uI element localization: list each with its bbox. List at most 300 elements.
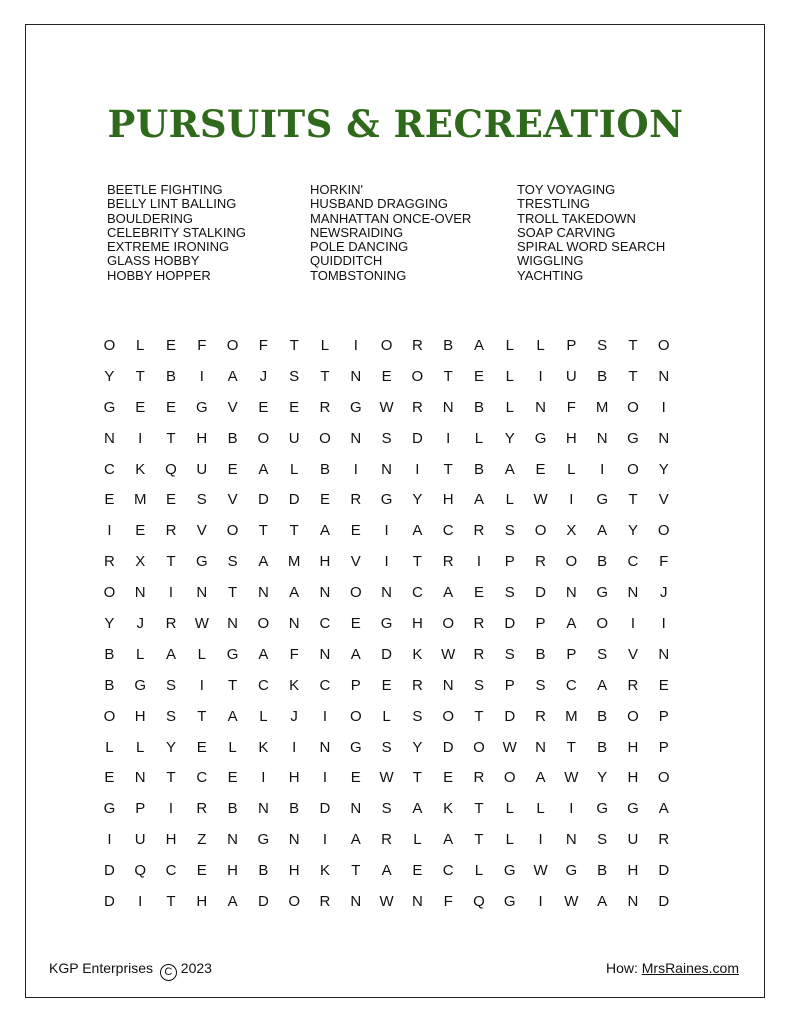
grid-letter[interactable]: C <box>442 522 454 540</box>
grid-letter[interactable]: W <box>533 862 548 880</box>
grid-letter[interactable]: I <box>600 460 605 478</box>
grid-letter[interactable]: G <box>627 429 639 447</box>
grid-letter[interactable]: T <box>289 522 299 540</box>
grid-letter[interactable]: Y <box>597 769 608 787</box>
grid-letter[interactable]: E <box>319 491 330 509</box>
grid-letter[interactable]: H <box>227 862 238 880</box>
grid-letter[interactable]: D <box>103 862 115 880</box>
grid-letter[interactable]: A <box>258 553 269 571</box>
grid-letter[interactable]: P <box>504 553 515 571</box>
grid-letter[interactable]: N <box>257 584 269 602</box>
grid-letter[interactable]: R <box>658 831 670 849</box>
grid-letter[interactable]: I <box>353 336 358 354</box>
grid-letter[interactable]: Y <box>412 738 423 756</box>
grid-letter[interactable]: L <box>136 336 145 354</box>
grid-letter[interactable]: I <box>538 892 543 910</box>
grid-letter[interactable]: L <box>536 336 545 354</box>
grid-letter[interactable]: K <box>258 738 269 756</box>
grid-letter[interactable]: I <box>661 614 666 632</box>
grid-letter[interactable]: T <box>135 367 145 385</box>
grid-letter[interactable]: G <box>380 491 393 509</box>
grid-letter[interactable]: C <box>319 614 331 632</box>
grid-letter[interactable]: A <box>473 491 484 509</box>
grid-letter[interactable]: N <box>627 584 639 602</box>
grid-letter[interactable]: D <box>288 491 300 509</box>
grid-letter[interactable]: E <box>165 491 176 509</box>
grid-letter[interactable]: I <box>322 707 328 725</box>
grid-letter[interactable]: A <box>289 584 300 602</box>
grid-letter[interactable]: N <box>535 738 546 756</box>
grid-letter[interactable]: I <box>107 831 112 849</box>
grid-letter[interactable]: A <box>566 614 577 632</box>
grid-letter[interactable]: W <box>502 738 517 756</box>
grid-letter[interactable]: S <box>196 491 207 509</box>
grid-letter[interactable]: H <box>196 429 208 447</box>
grid-letter[interactable]: S <box>473 676 484 694</box>
grid-letter[interactable]: T <box>443 460 453 478</box>
grid-letter[interactable]: I <box>353 460 358 478</box>
grid-letter[interactable]: L <box>567 460 576 478</box>
grid-letter[interactable]: D <box>257 892 269 910</box>
grid-letter[interactable]: E <box>104 769 115 787</box>
grid-letter[interactable]: E <box>227 769 238 787</box>
grid-letter[interactable]: B <box>535 645 546 663</box>
grid-letter[interactable]: X <box>135 553 146 571</box>
grid-letter[interactable]: N <box>196 584 208 602</box>
grid-letter[interactable]: A <box>227 892 238 910</box>
grid-letter[interactable]: B <box>319 460 330 478</box>
grid-letter[interactable]: T <box>228 676 238 694</box>
grid-letter[interactable]: O <box>565 553 578 571</box>
website-link[interactable]: MrsRaines.com <box>641 960 739 976</box>
grid-letter[interactable]: P <box>135 800 146 818</box>
grid-letter[interactable]: Q <box>473 892 485 910</box>
grid-letter[interactable]: B <box>597 553 608 571</box>
grid-letter[interactable]: C <box>196 769 208 787</box>
grid-letter[interactable]: C <box>627 553 639 571</box>
grid-letter[interactable]: R <box>411 676 423 694</box>
grid-letter[interactable]: W <box>379 769 394 787</box>
grid-letter[interactable]: S <box>535 676 546 694</box>
grid-letter[interactable]: T <box>566 738 576 756</box>
grid-letter[interactable]: B <box>597 367 608 385</box>
grid-letter[interactable]: N <box>319 645 331 663</box>
grid-letter[interactable]: B <box>597 738 608 756</box>
grid-letter[interactable]: K <box>135 460 146 478</box>
grid-letter[interactable]: D <box>411 429 423 447</box>
grid-letter[interactable]: A <box>504 460 515 478</box>
grid-letter[interactable]: E <box>535 460 546 478</box>
grid-letter[interactable]: R <box>319 398 331 416</box>
grid-letter[interactable]: N <box>103 429 115 447</box>
grid-letter[interactable]: I <box>168 800 174 818</box>
grid-letter[interactable]: R <box>535 553 546 571</box>
grid-letter[interactable]: J <box>659 584 668 602</box>
grid-letter[interactable]: D <box>504 707 516 725</box>
grid-letter[interactable]: T <box>166 553 176 571</box>
grid-letter[interactable]: S <box>227 553 238 571</box>
grid-letter[interactable]: O <box>380 336 393 354</box>
grid-letter[interactable]: L <box>413 831 422 849</box>
grid-letter[interactable]: E <box>412 862 423 880</box>
grid-letter[interactable]: R <box>473 522 485 540</box>
grid-letter[interactable]: S <box>165 707 176 725</box>
grid-letter[interactable]: I <box>322 769 328 787</box>
grid-letter[interactable]: R <box>535 707 546 725</box>
grid-letter[interactable]: N <box>596 429 608 447</box>
grid-letter[interactable]: R <box>103 553 115 571</box>
grid-letter[interactable]: E <box>135 398 146 416</box>
grid-letter[interactable]: B <box>473 398 484 416</box>
grid-letter[interactable]: F <box>289 645 299 663</box>
grid-letter[interactable]: M <box>133 491 147 509</box>
grid-letter[interactable]: A <box>350 831 361 849</box>
grid-letter[interactable]: G <box>226 645 239 663</box>
grid-letter[interactable]: T <box>258 522 268 540</box>
grid-letter[interactable]: N <box>288 614 300 632</box>
grid-letter[interactable]: L <box>136 645 145 663</box>
grid-letter[interactable]: T <box>197 707 207 725</box>
grid-letter[interactable]: B <box>165 367 176 385</box>
grid-letter[interactable]: N <box>565 831 577 849</box>
grid-letter[interactable]: S <box>165 676 176 694</box>
grid-letter[interactable]: S <box>381 800 392 818</box>
grid-letter[interactable]: H <box>196 892 208 910</box>
grid-letter[interactable]: P <box>535 614 546 632</box>
grid-letter[interactable]: B <box>104 645 115 663</box>
grid-letter[interactable]: C <box>565 676 577 694</box>
grid-letter[interactable]: D <box>319 800 331 818</box>
grid-letter[interactable]: W <box>564 769 579 787</box>
grid-letter[interactable]: O <box>657 769 670 787</box>
grid-letter[interactable]: B <box>227 429 238 447</box>
grid-letter[interactable]: A <box>227 367 238 385</box>
grid-letter[interactable]: D <box>103 892 115 910</box>
grid-letter[interactable]: K <box>443 800 454 818</box>
grid-letter[interactable]: Y <box>627 522 638 540</box>
grid-letter[interactable]: O <box>596 614 608 632</box>
grid-letter[interactable]: K <box>319 862 330 880</box>
grid-letter[interactable]: T <box>628 336 638 354</box>
grid-letter[interactable]: R <box>627 676 639 694</box>
grid-letter[interactable]: N <box>658 367 670 385</box>
grid-letter[interactable]: B <box>597 707 608 725</box>
grid-letter[interactable]: R <box>165 522 177 540</box>
grid-letter[interactable]: D <box>535 584 546 602</box>
grid-letter[interactable]: E <box>196 862 207 880</box>
grid-letter[interactable]: L <box>505 491 514 509</box>
grid-letter[interactable]: Q <box>134 862 147 880</box>
grid-letter[interactable]: O <box>103 336 116 354</box>
grid-letter[interactable]: U <box>196 460 208 478</box>
grid-letter[interactable]: B <box>289 800 300 818</box>
grid-letter[interactable]: I <box>322 831 328 849</box>
grid-letter[interactable]: T <box>412 769 422 787</box>
grid-letter[interactable]: G <box>103 800 116 818</box>
grid-letter[interactable]: C <box>411 584 423 602</box>
grid-letter[interactable]: I <box>630 614 636 632</box>
grid-letter[interactable]: E <box>135 522 146 540</box>
grid-letter[interactable]: E <box>473 367 484 385</box>
grid-letter[interactable]: L <box>105 738 114 756</box>
grid-letter[interactable]: P <box>658 738 669 756</box>
grid-letter[interactable]: T <box>289 336 299 354</box>
grid-letter[interactable]: U <box>288 429 300 447</box>
grid-letter[interactable]: M <box>595 398 609 416</box>
grid-letter[interactable]: G <box>103 398 116 416</box>
grid-letter[interactable]: T <box>628 491 638 509</box>
grid-letter[interactable]: L <box>505 831 514 849</box>
grid-letter[interactable]: G <box>349 398 362 416</box>
grid-letter[interactable]: O <box>442 707 454 725</box>
grid-letter[interactable]: S <box>289 367 300 385</box>
grid-letter[interactable]: M <box>287 553 301 571</box>
grid-letter[interactable]: I <box>261 769 266 787</box>
grid-letter[interactable]: R <box>411 336 423 354</box>
grid-letter[interactable]: B <box>258 862 269 880</box>
grid-letter[interactable]: D <box>504 614 516 632</box>
grid-letter[interactable]: P <box>566 645 577 663</box>
grid-letter[interactable]: L <box>320 336 330 354</box>
grid-letter[interactable]: A <box>412 522 423 540</box>
grid-letter[interactable]: O <box>103 584 116 602</box>
grid-letter[interactable]: A <box>350 645 361 663</box>
grid-letter[interactable]: R <box>473 769 485 787</box>
grid-letter[interactable]: O <box>442 614 454 632</box>
grid-letter[interactable]: V <box>627 645 638 663</box>
grid-letter[interactable]: A <box>658 800 669 818</box>
grid-letter[interactable]: C <box>103 460 115 478</box>
grid-letter[interactable]: I <box>569 491 574 509</box>
grid-letter[interactable]: J <box>290 707 298 725</box>
grid-letter[interactable]: T <box>166 769 176 787</box>
grid-letter[interactable]: O <box>257 614 270 632</box>
grid-letter[interactable]: O <box>503 769 516 787</box>
grid-letter[interactable]: N <box>535 398 546 416</box>
grid-letter[interactable]: I <box>538 367 543 385</box>
grid-letter[interactable]: L <box>259 707 268 725</box>
grid-letter[interactable]: O <box>473 738 485 756</box>
grid-letter[interactable]: K <box>289 676 300 694</box>
grid-letter[interactable]: T <box>412 553 422 571</box>
grid-letter[interactable]: E <box>473 584 484 602</box>
grid-letter[interactable]: R <box>319 892 331 910</box>
grid-letter[interactable]: M <box>565 707 578 725</box>
grid-letter[interactable]: G <box>503 892 516 910</box>
grid-letter[interactable]: H <box>627 862 639 880</box>
grid-letter[interactable]: X <box>566 522 577 540</box>
grid-letter[interactable]: Y <box>165 738 176 756</box>
grid-letter[interactable]: B <box>104 676 115 694</box>
grid-letter[interactable]: G <box>596 584 608 602</box>
grid-letter[interactable]: O <box>657 522 670 540</box>
grid-letter[interactable]: N <box>658 429 670 447</box>
grid-letter[interactable]: L <box>505 367 514 385</box>
grid-letter[interactable]: I <box>476 553 482 571</box>
grid-letter[interactable]: B <box>443 336 454 354</box>
grid-letter[interactable]: A <box>443 584 454 602</box>
grid-letter[interactable]: I <box>138 892 143 910</box>
grid-letter[interactable]: S <box>504 522 515 540</box>
grid-letter[interactable]: S <box>504 584 515 602</box>
grid-letter[interactable]: R <box>381 831 392 849</box>
grid-letter[interactable]: D <box>257 491 269 509</box>
grid-letter[interactable]: N <box>350 892 362 910</box>
grid-letter[interactable]: Y <box>104 614 115 632</box>
grid-letter[interactable]: O <box>411 367 424 385</box>
grid-letter[interactable]: W <box>194 614 209 632</box>
grid-letter[interactable]: H <box>165 831 177 849</box>
grid-letter[interactable]: T <box>320 367 330 385</box>
grid-letter[interactable]: Y <box>104 367 115 385</box>
grid-letter[interactable]: D <box>381 645 392 663</box>
grid-letter[interactable]: I <box>415 460 420 478</box>
grid-letter[interactable]: I <box>569 800 574 818</box>
grid-letter[interactable]: N <box>227 831 238 849</box>
grid-letter[interactable]: J <box>136 614 144 632</box>
grid-letter[interactable]: D <box>442 738 454 756</box>
grid-letter[interactable]: O <box>349 707 362 725</box>
grid-letter[interactable]: E <box>443 769 454 787</box>
grid-letter[interactable]: I <box>168 584 174 602</box>
grid-letter[interactable]: D <box>658 862 670 880</box>
grid-letter[interactable]: L <box>474 862 484 880</box>
grid-letter[interactable]: L <box>197 645 206 663</box>
grid-letter[interactable]: Q <box>165 460 177 478</box>
grid-letter[interactable]: G <box>596 800 608 818</box>
grid-letter[interactable]: C <box>257 676 269 694</box>
grid-letter[interactable]: E <box>104 491 115 509</box>
grid-letter[interactable]: N <box>227 614 238 632</box>
grid-letter[interactable]: I <box>661 398 666 416</box>
grid-letter[interactable]: N <box>442 398 454 416</box>
grid-letter[interactable]: G <box>503 862 516 880</box>
grid-letter[interactable]: I <box>199 367 204 385</box>
grid-letter[interactable]: E <box>165 336 176 354</box>
grid-letter[interactable]: B <box>597 862 608 880</box>
grid-letter[interactable]: O <box>627 398 639 416</box>
grid-letter[interactable]: A <box>319 522 330 540</box>
grid-letter[interactable]: W <box>441 645 456 663</box>
grid-letter[interactable]: E <box>350 522 361 540</box>
grid-letter[interactable]: R <box>411 398 423 416</box>
grid-letter[interactable]: V <box>227 398 238 416</box>
grid-letter[interactable]: L <box>228 738 237 756</box>
grid-letter[interactable]: T <box>474 707 484 725</box>
grid-letter[interactable]: O <box>534 522 547 540</box>
grid-letter[interactable]: I <box>292 738 297 756</box>
grid-letter[interactable]: G <box>195 398 208 416</box>
grid-letter[interactable]: R <box>350 491 362 509</box>
grid-letter[interactable]: G <box>565 862 578 880</box>
grid-letter[interactable]: R <box>473 645 485 663</box>
grid-letter[interactable]: E <box>196 738 207 756</box>
grid-letter[interactable]: U <box>565 367 577 385</box>
grid-letter[interactable]: I <box>107 522 112 540</box>
grid-letter[interactable]: P <box>504 676 515 694</box>
grid-letter[interactable]: P <box>658 707 669 725</box>
grid-letter[interactable]: V <box>227 491 238 509</box>
grid-letter[interactable]: N <box>658 645 670 663</box>
grid-letter[interactable]: C <box>319 676 331 694</box>
grid-letter[interactable]: E <box>350 614 361 632</box>
grid-letter[interactable]: C <box>442 862 454 880</box>
grid-letter[interactable]: F <box>197 336 207 354</box>
grid-letter[interactable]: K <box>412 645 423 663</box>
grid-letter[interactable]: H <box>319 553 331 571</box>
grid-letter[interactable]: Z <box>197 831 207 849</box>
grid-letter[interactable]: E <box>381 367 392 385</box>
grid-letter[interactable]: Y <box>658 460 669 478</box>
grid-letter[interactable]: H <box>627 738 639 756</box>
grid-letter[interactable]: Y <box>504 429 515 447</box>
grid-letter[interactable]: S <box>597 831 608 849</box>
grid-letter[interactable]: L <box>290 460 299 478</box>
grid-letter[interactable]: S <box>504 645 515 663</box>
grid-letter[interactable]: G <box>380 614 393 632</box>
grid-letter[interactable]: S <box>412 707 423 725</box>
grid-letter[interactable]: L <box>536 800 545 818</box>
grid-letter[interactable]: V <box>658 491 669 509</box>
grid-letter[interactable]: U <box>134 831 146 849</box>
grid-letter[interactable]: H <box>288 862 300 880</box>
grid-letter[interactable]: U <box>627 831 639 849</box>
grid-letter[interactable]: L <box>136 738 145 756</box>
grid-letter[interactable]: T <box>351 862 361 880</box>
grid-letter[interactable]: T <box>628 367 638 385</box>
grid-letter[interactable]: T <box>228 584 238 602</box>
grid-letter[interactable]: N <box>442 676 454 694</box>
grid-letter[interactable]: N <box>288 831 300 849</box>
grid-letter[interactable]: H <box>134 707 146 725</box>
grid-letter[interactable]: N <box>350 367 362 385</box>
grid-letter[interactable]: H <box>288 769 300 787</box>
grid-letter[interactable]: V <box>196 522 207 540</box>
grid-letter[interactable]: O <box>657 336 670 354</box>
grid-letter[interactable]: G <box>596 491 608 509</box>
grid-letter[interactable]: A <box>597 522 608 540</box>
grid-letter[interactable]: R <box>165 614 177 632</box>
grid-letter[interactable]: N <box>134 584 146 602</box>
grid-letter[interactable]: G <box>134 676 147 694</box>
grid-letter[interactable]: O <box>627 460 639 478</box>
grid-letter[interactable]: F <box>443 892 453 910</box>
grid-letter[interactable]: B <box>227 800 238 818</box>
grid-letter[interactable]: N <box>350 800 362 818</box>
grid-letter[interactable]: B <box>473 460 484 478</box>
grid-letter[interactable]: N <box>381 460 392 478</box>
grid-letter[interactable]: D <box>658 892 670 910</box>
grid-letter[interactable]: A <box>443 831 454 849</box>
grid-letter[interactable]: H <box>565 429 577 447</box>
grid-letter[interactable]: P <box>350 676 361 694</box>
grid-letter[interactable]: O <box>226 522 239 540</box>
grid-letter[interactable]: R <box>196 800 208 818</box>
grid-letter[interactable]: T <box>166 429 176 447</box>
grid-letter[interactable]: E <box>227 460 238 478</box>
grid-letter[interactable]: W <box>379 892 394 910</box>
grid-letter[interactable]: G <box>534 429 547 447</box>
grid-letter[interactable]: J <box>259 367 268 385</box>
grid-letter[interactable]: L <box>505 398 514 416</box>
grid-letter[interactable]: A <box>535 769 546 787</box>
grid-letter[interactable]: T <box>474 800 484 818</box>
grid-letter[interactable]: A <box>258 645 269 663</box>
grid-letter[interactable]: T <box>474 831 484 849</box>
grid-letter[interactable]: N <box>319 584 331 602</box>
grid-letter[interactable]: F <box>258 336 268 354</box>
grid-letter[interactable]: H <box>627 769 639 787</box>
